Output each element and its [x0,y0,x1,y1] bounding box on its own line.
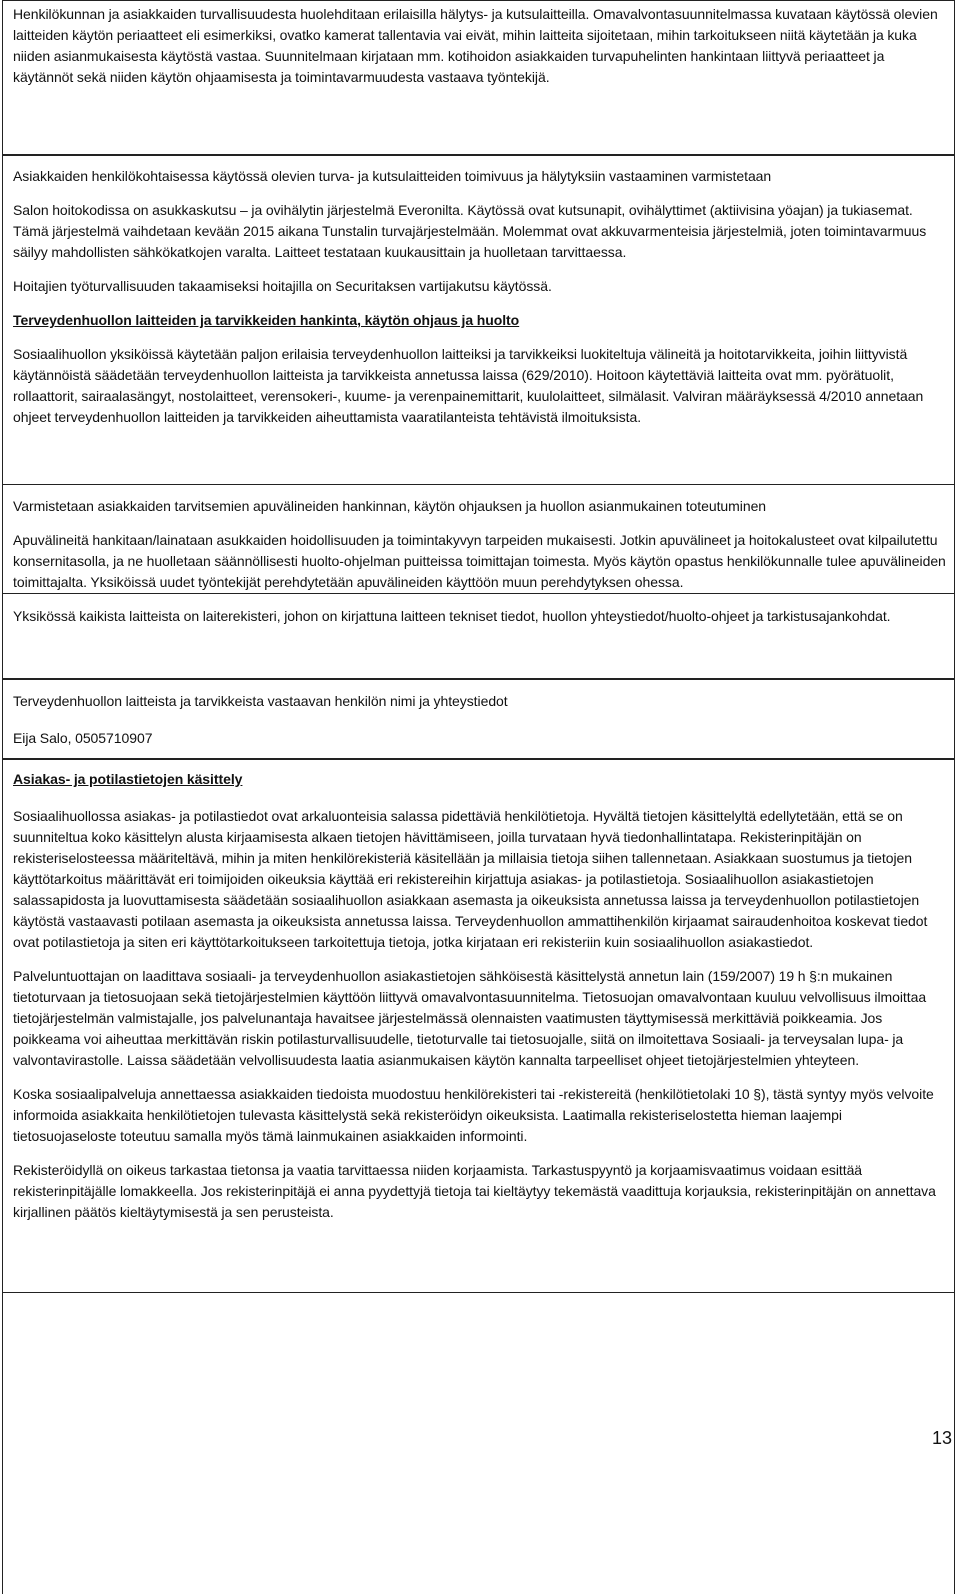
section-assistive-devices [2,484,955,679]
paragraph: Palveluntuottajan on laadittava sosiaali- ja terveydenhuollon asiakastietojen sähköisestä käsittelystä annetun lain (159/2007) 19 h §:n mukainen tietoturvaan ja tietosuojaan sekä tietojärjestelmien käyttöön liittyvä omavalvontasuunnitelma. Tietosuojan omavalvontaan kuuluu velvollisuus ilmoittaa tietojärjestelmän valmistajalle, jos palvelunantaja havaitsee järjestelmässä olennaisten vaatimusten täyttymisessä merkittäviä poikkeamia. Jos poikkeama voi aiheuttaa merkittävän riskin potilasturvallisuudelle, tietoturvalle tai tietosuojalle, siitä on ilmoitettava Sosiaali- ja terveysalan lupa- ja valvontavirastolle. Laissa säädetään velvollisuudesta laatia asianmukaisen käytön kannalta tarpeelliset ohjeet tietojärjestelmien yhteyteen. [13,968,927,1068]
bottom-border [2,1292,955,1293]
paragraph: Sosiaalihuollossa asiakas- ja potilastiedot ovat arkaluonteisia salassa pidettäviä henkilötietoja. Hyvältä tietojen käsittelyltä edellytetään, että se on suunniteltua koko käsittelyn alusta kirjaamisesta alkaen tietojen hävittämiseen, joilla turvataan hyvä tiedonhallintatapa. Rekisterinpitäjän on rekisteriselosteessa määriteltävä, mihin ja miten henkilörekisteriä käsitellään ja millaisia tietoja siihen tallennetaan. Asiakkaan suostumus ja tietojen käyttötarkoitus määrittävät eri toimijoiden oikeuksia käyttää eri rekistereihin kirjattuja asiakas- ja potilastietoja. Sosiaalihuollon asiakastietojen salassapidosta ja luovuttamisesta säädetään sosiaalihuollon asiakkaan asemasta ja oikeuksista annetussa laissa ja terveydenhuollon potilastietojen käytöstä vastaavasti potilaan asemasta ja oikeuksista annetussa laissa. Terveydenhuollon ammattihenkilön kirjaamat sairaudenhoitoa koskevat tiedot ovat potilastietoja ja siten eri käyttötarkoitukseen tarkoitettuja tietoja, jotka kirjataan eri rekisteriin kuin sosiaalihuollon asiakastiedot. [13,808,928,950]
contact-info: Eija Salo, 0505710907 [13,730,153,746]
paragraph: Apuvälineitä hankitaan/lainataan asukkaiden hoidollisuuden ja toimintakyvyn tarpeiden mukaisesti. Jotkin apuvälineet ja hoitokalusteet ovat kilpailutettu konsernitasolla, ja ne huolletaan säännöllisesti huolto-ohjelman puitteissa toimittajan toimesta. Myös käytön opastus henkilökunnalle tulee apuvälineiden toimittajalta. Yksiköissä uudet työntekijät perehdytetään apuvälineiden käyttöön muun perehdytyksen ohessa. [13,532,946,590]
section-heading: Asiakas- ja potilastietojen käsittely [13,771,243,787]
paragraph: Rekisteröidyllä on oikeus tarkastaa tietonsa ja vaatia tarvittaessa niiden korjaamista. Tarkastuspyyntö ja korjaamisvaatimus voidaan esittää rekisterinpitäjälle lomakkeella. Jos rekisterinpitäjä ei anna pyydettyjä tietoja tai kieltäytyy tekemästä vaadittuja korjauksia, rekisterinpitäjän on annettava kirjallinen päätös kieltäytymisestä ja sen perusteista. [13,1162,936,1220]
paragraph: Hoitajien työturvallisuuden takaamiseksi hoitajilla on Securitaksen vartijakutsu käytössä. [13,278,552,294]
paragraph: Terveydenhuollon laitteista ja tarvikkeista vastaavan henkilön nimi ja yhteystiedot [13,693,508,709]
section-responsible-person [2,679,955,759]
paragraph: Varmistetaan asiakkaiden tarvitsemien apuvälineiden hankinnan, käytön ohjauksen ja huollon asianmukainen toteutuminen [13,498,767,514]
paragraph: Yksikössä kaikista laitteista on laiterekisteri, johon on kirjattuna laitteen tekniset tiedot, huollon yhteystiedot/huolto-ohjeet ja tarkistusajankohdat. [13,608,891,624]
page-number: 13 [931,1428,952,1448]
paragraph: Sosiaalihuollon yksiköissä käytetään paljon erilaisia terveydenhuollon laitteiksi ja tarvikkeiksi luokiteltuja välineitä ja hoitotarvikkeita, joihin liittyvistä käytännöistä säädetään terveydenhuollon laitteista ja tarvikkeista annetussa laissa (629/2010). Hoitoon käytettäviä laitteita ovat mm. pyörätuolit, rollaattorit, sairaalasängyt, nostolaitteet, verensokeri-, kuume- ja verenpainemittarit, kuulolaitteet, silmälasit. Valviran määräyksessä 4/2010 annetaan ohjeet terveydenhuollon laitteiden ja tarvikkeiden aiheuttamista vaaratilanteista tehtävistä ilmoituksista. [13,346,924,425]
section-client-patient-data [2,759,955,1594]
paragraph: Asiakkaiden henkilökohtaisessa käytössä olevien turva- ja kutsulaitteiden toimivuus ja hälytyksiin vastaaminen varmistetaan [13,168,772,184]
paragraph: Henkilökunnan ja asiakkaiden turvallisuudesta huolehditaan erilaisilla hälytys- ja kutsulaitteilla. Omavalvontasuunnitelmassa kuvataan käytössä olevien laitteiden käytön periaatteet eli esimerkiksi, ovatko kamerat tallentavia vai eivät, mihin laitteita sijoitetaan, mihin tarkoitukseen niitä käytetään ja kuka niiden asianmukaisesta käytöstä vastaa. Suunnitelmaan kirjataan mm. kotihoidon asiakkaiden turvapuhelinten hankintaan liittyvä periaatteet ja käytännöt sekä niiden käytön ohjaamisesta ja toimintavarmuudesta vastaava työntekijä. [13,6,938,85]
section-heading: Terveydenhuollon laitteiden ja tarvikkeiden hankinta, käytön ohjaus ja huolto [13,312,520,328]
paragraph: Salon hoitokodissa on asukkaskutsu – ja ovihälytin järjestelmä Everonilta. Käytössä ovat kutsunapit, ovihälyttimet (aktiivisina yöajan) ja tukiasemat. Tämä järjestelmä vaihdetaan kevään 2015 aikana Tunstalin turvajärjestelmään. Molemmat ovat akkuvarmenteisia järjestelmiä, joten toimintavarmuus säilyy mahdollisten sähkökatkojen varalta. Laitteet testataan kuukausittain ja huolletaan tarvittaessa. [13,202,927,260]
paragraph: Koska sosiaalipalveluja annettaessa asiakkaiden tiedoista muodostuu henkilörekisteri tai -rekistereitä (henkilötietolaki 10 §), tästä syntyy myös velvoite informoida asiakkaita henkilötietojen tulevasta käsittelystä sekä rekisteröidyn oikeuksista. Laatimalla rekisteriselostetta hieman laajempi tietosuojaseloste toteutuu samalla myös tämä lainmukainen asiakkaiden informointi. [13,1086,934,1144]
section-alarm-devices-intro [2,0,955,155]
